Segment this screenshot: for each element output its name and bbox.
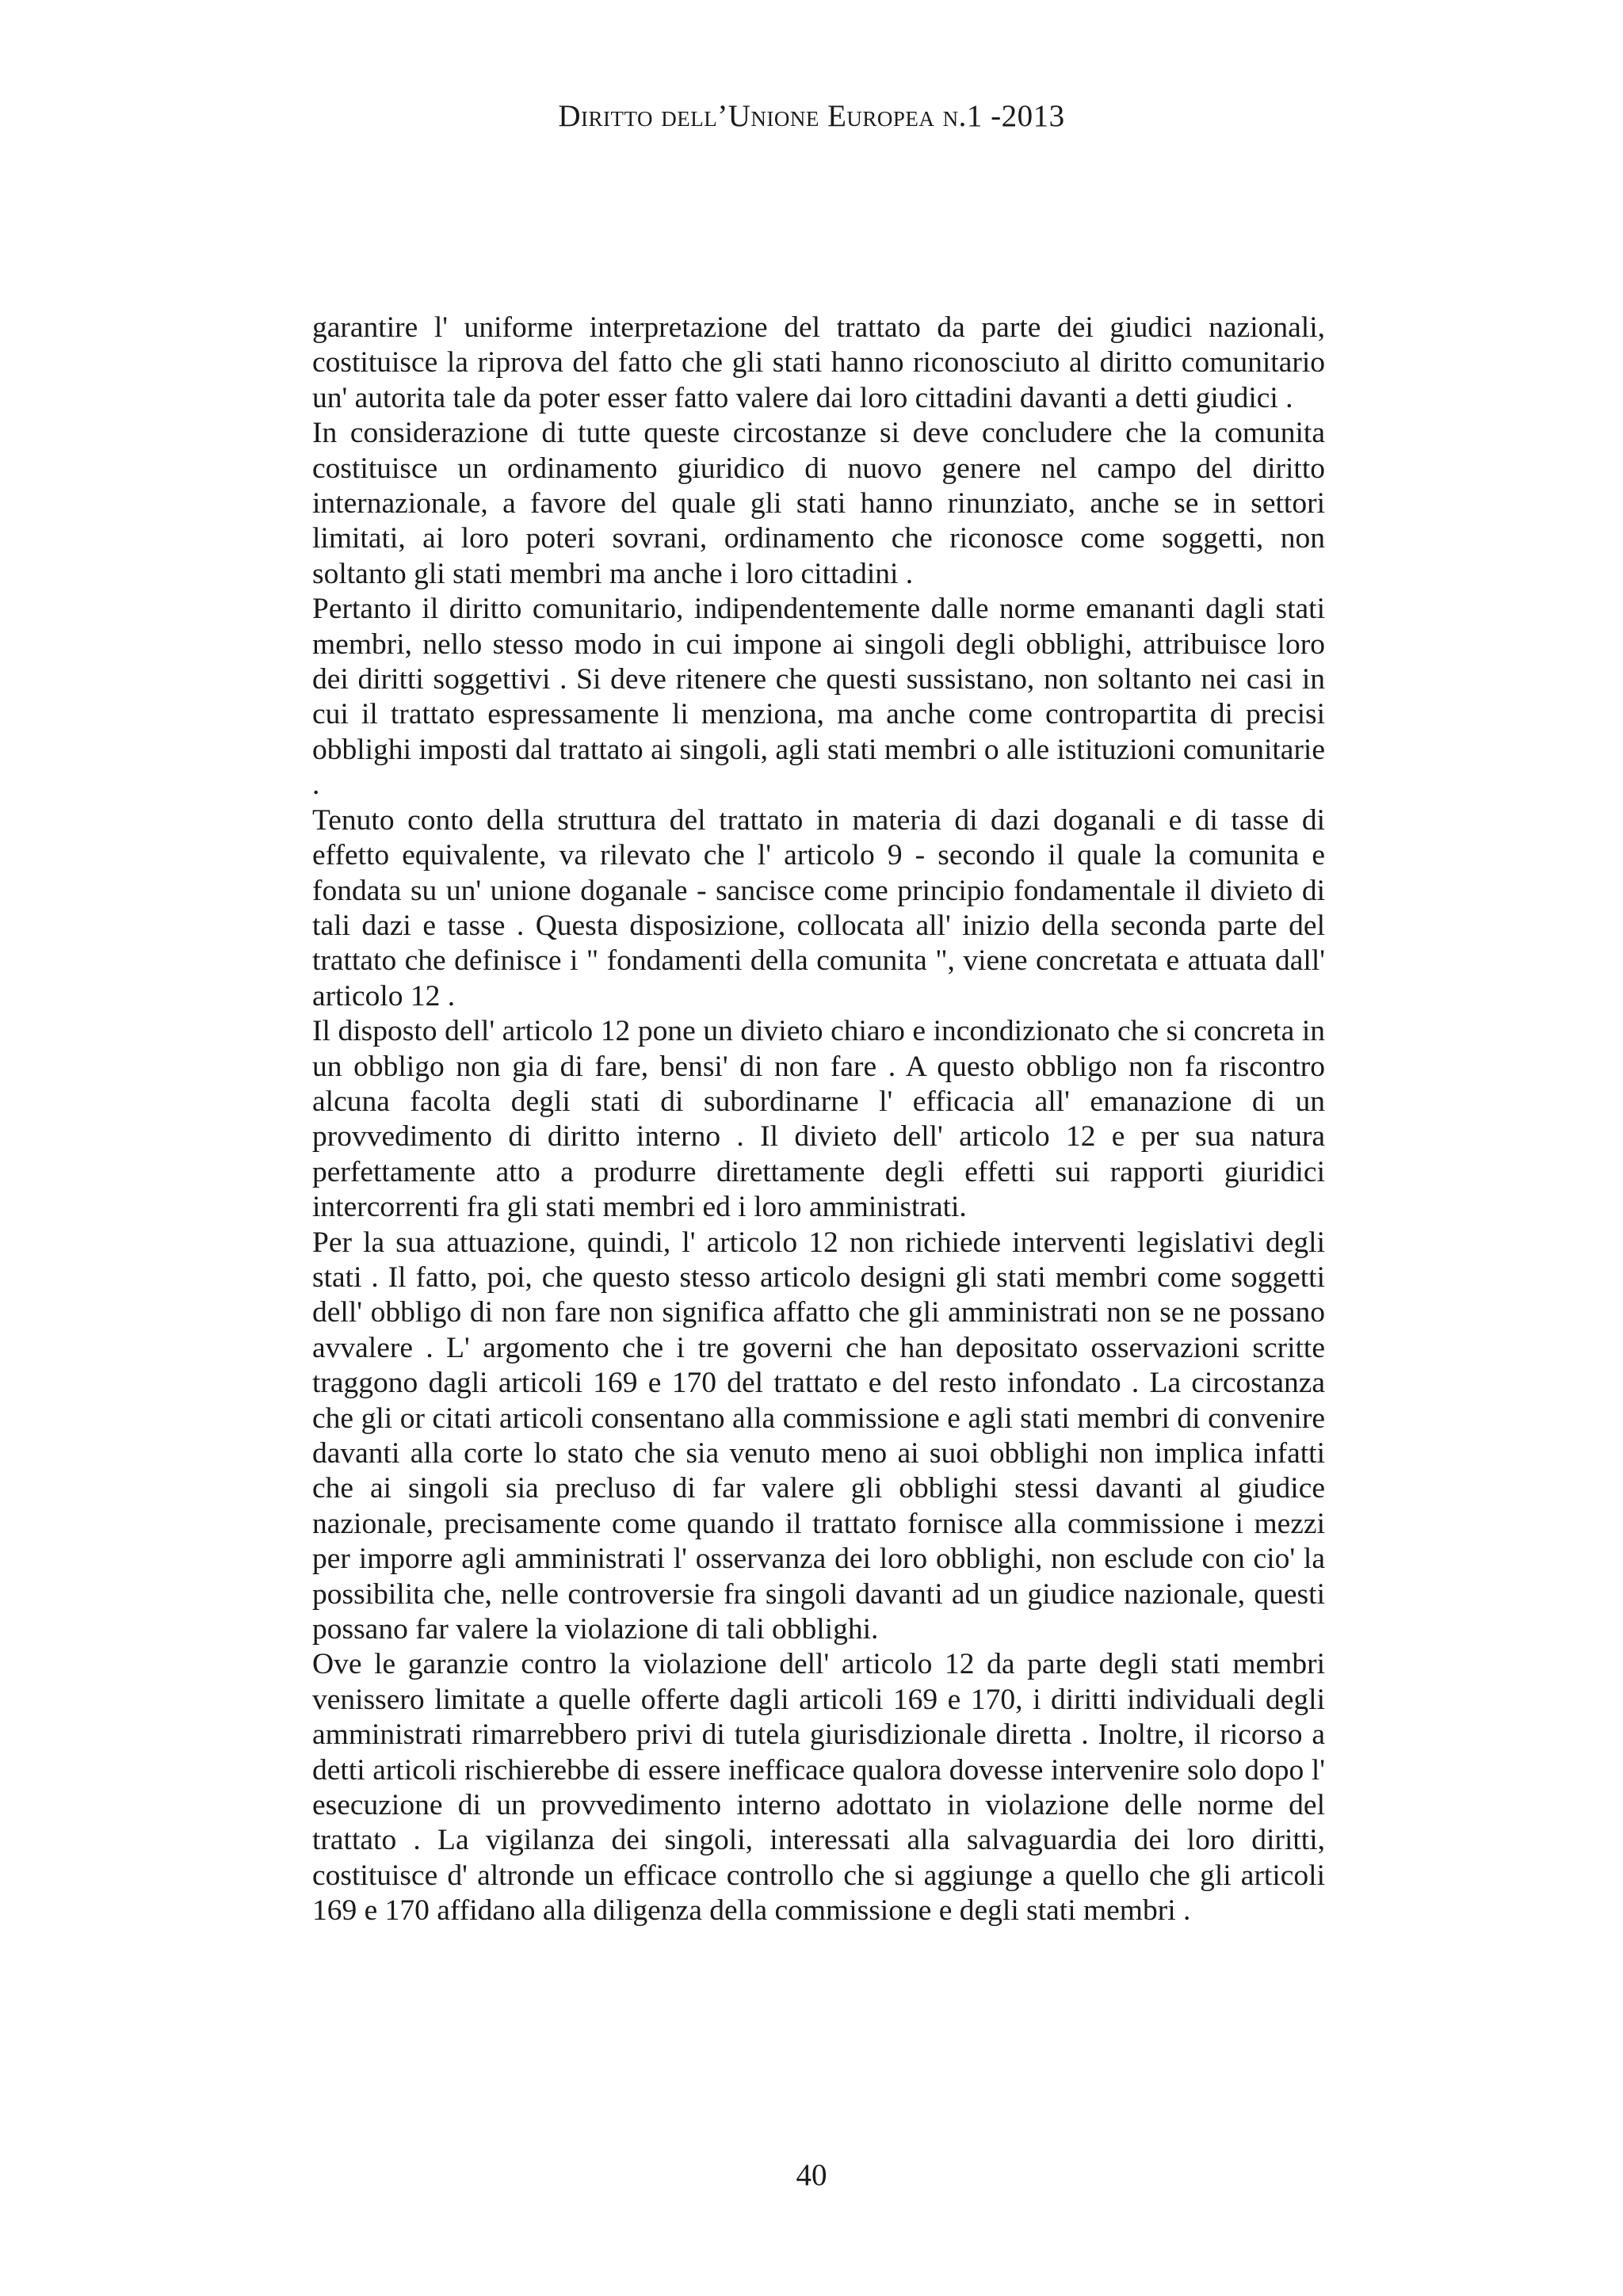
body-paragraph: Pertanto il diritto comunitario, indipendentemente dalle norme emananti dagli stati membri, nello stesso modo in cui impone ai singoli degli obblighi, attribuisce loro dei diritti soggettivi . Si deve ritenere che questi sussistano, non soltanto nei casi in cui il trattato espressamente li menziona, ma anche come contropartita di precisi obblighi imposti dal trattato ai singoli, agli stati membri o alle istituzioni comunitarie . — [312, 593, 1325, 802]
body-paragraph: garantire l' uniforme interpretazione del trattato da parte dei giudici nazionali, costituisce la riprova del fatto che gli stati hanno riconosciuto al diritto comunitario un' autorita tale da poter esser fatto valere dai loro cittadini davanti a detti giudici . — [312, 311, 1325, 414]
body-paragraph: Tenuto conto della struttura del trattato in materia di dazi doganali e di tasse di effetto equivalente, va rilevato che l' articolo 9 - secondo il quale la comunita e fondata su un' unione doganale - sancisce come principio fondamentale il divieto di tali dazi e tasse . Questa disposizione, collocata all' inizio della seconda parte del trattato che definisce i " fondamenti della comunita ", viene concretata e attuata dall' articolo 12 . — [312, 803, 1325, 1013]
body-paragraph: Il disposto dell' articolo 12 pone un divieto chiaro e incondizionato che si concreta in un obbligo non gia di fare, bensi' di non fare . A questo obbligo non fa riscontro alcuna facolta degli stati di subordinarne l' efficacia all' emanazione di un provvedimento di diritto interno . Il divieto dell' articolo 12 e per sua natura perfettamente atto a produrre direttamente degli effetti sui rapporti giuridici intercorrenti fra gli stati membri ed i loro amministrati. — [312, 1015, 1325, 1224]
body-paragraph: Ove le garanzie contro la violazione dell' articolo 12 da parte degli stati membri venissero limitate a quelle offerte dagli articoli 169 e 170, i diritti individuali degli amministrati rimarrebbero privi di tutela giurisdizionale diretta . Inoltre, il ricorso a detti articoli rischierebbe di essere inefficace qualora dovesse intervenire solo dopo l' esecuzione di un provvedimento interno adottato in violazione delle norme del trattato . La vigilanza dei singoli, interessati alla salvaguardia dei loro diritti, costituisce d' altronde un efficace controllo che si aggiunge a quello che gli articoli 169 e 170 affidano alla diligenza della commissione e degli stati membri . — [312, 1648, 1325, 1928]
body-paragraph: In considerazione di tutte queste circostanze si deve concludere che la comunita costituisce un ordinamento giuridico di nuovo genere nel campo del diritto internazionale, a favore del quale gli stati hanno rinunziato, anche se in settori limitati, ai loro poteri sovrani, ordinamento che riconosce come soggetti, non soltanto gli stati membri ma anche i loro cittadini . — [312, 417, 1325, 590]
page-number: 40 — [796, 2158, 827, 2192]
document-body — [312, 311, 1325, 1929]
running-header: Diritto dell’Unione Europea n.1 -2013 — [558, 99, 1065, 133]
body-paragraph: Per la sua attuazione, quindi, l' articolo 12 non richiede interventi legislativi degli stati . Il fatto, poi, che questo stesso articolo designi gli stati membri come soggetti dell' obbligo di non fare non significa affatto che gli amministrati non se ne possano avvalere . L' argomento che i tre governi che han depositato osservazioni scritte traggono dagli articoli 169 e 170 del trattato e del resto infondato . La circostanza che gli or citati articoli consentano alla commissione e agli stati membri di convenire davanti alla corte lo stato che sia venuto meno ai suoi obblighi non implica infatti che ai singoli sia precluso di far valere gli obblighi stessi davanti al giudice nazionale, precisamente come quando il trattato fornisce alla commissione i mezzi per imporre agli amministrati l' osservanza dei loro obblighi, non esclude con cio' la possibilita che, nelle controversie fra singoli davanti ad un giudice nazionale, questi possano far valere la violazione di tali obblighi. — [312, 1226, 1325, 1646]
